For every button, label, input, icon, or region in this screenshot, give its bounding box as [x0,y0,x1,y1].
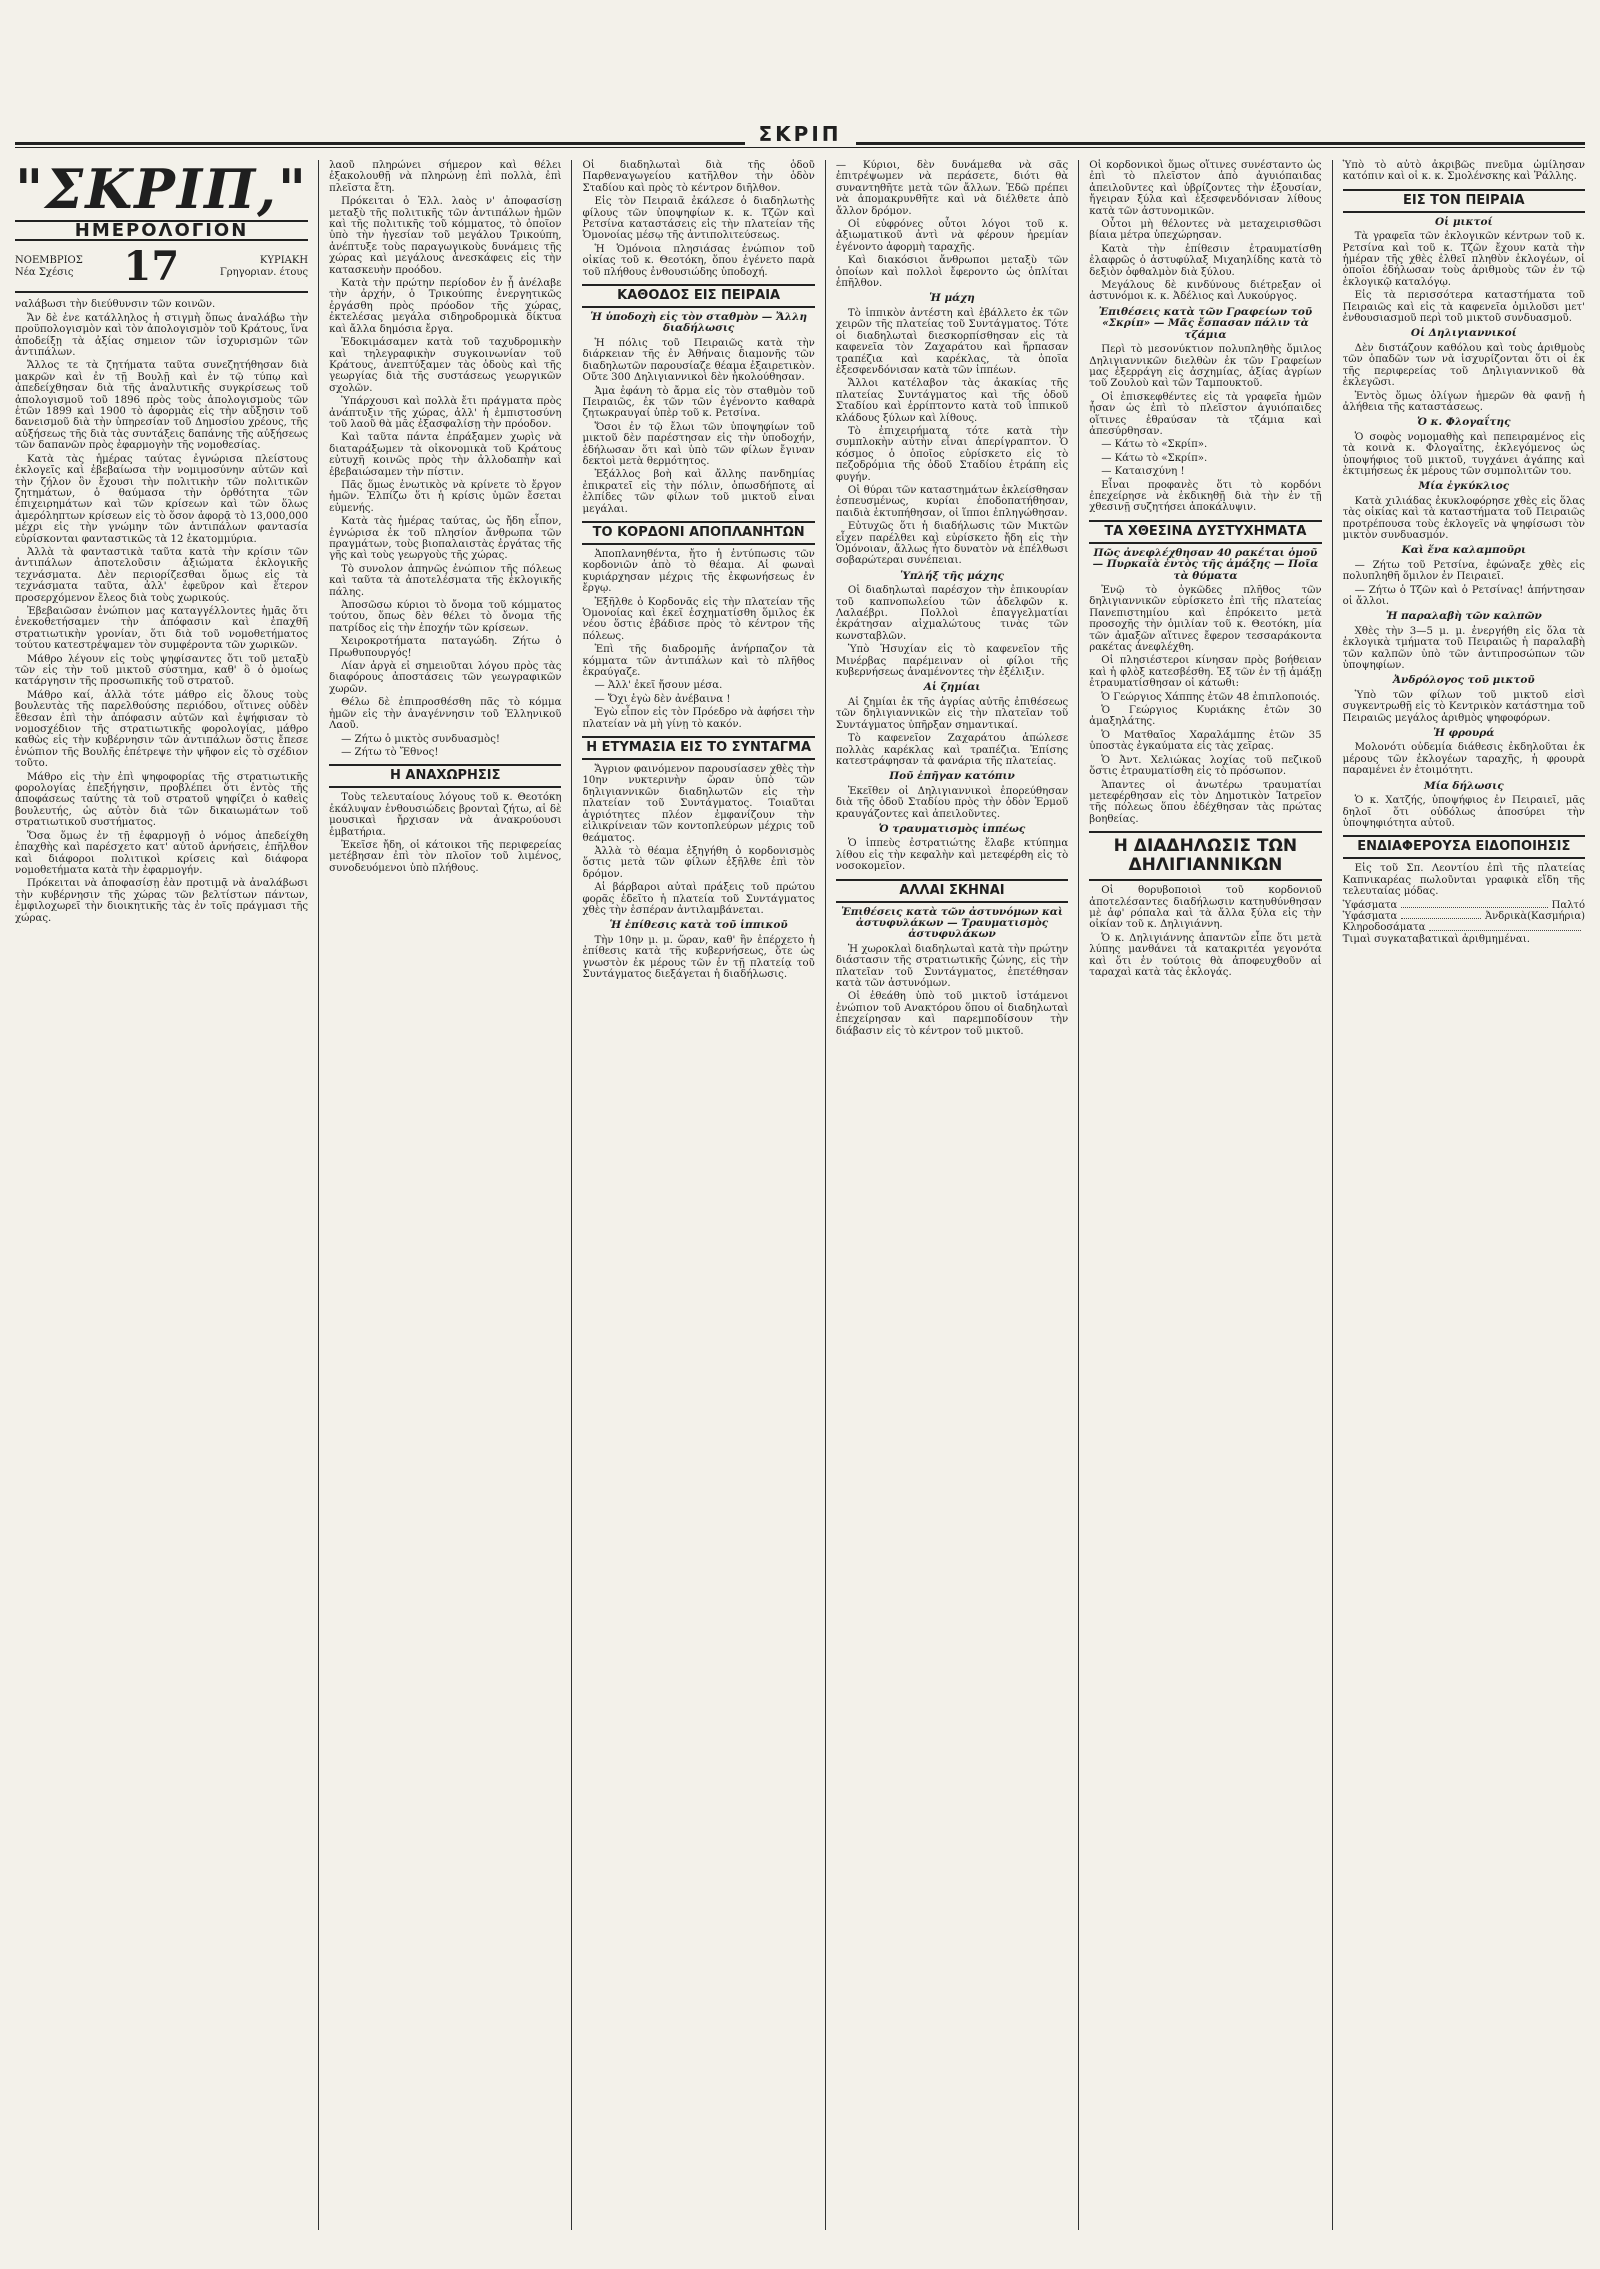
column-1-body [15,299,308,924]
article-paragraph: Οὗτοι μὴ θέλοντες νὰ μεταχειρισθῶσι βίαια μέτρα ὑπεχώρησαν. [1089,219,1322,242]
article-paragraph: Ἀλλὰ τὸ θέαμα ἐξηγήθη ὁ κορδονισμὸς ὅστις μετὰ τῶν φίλων ἐξῆλθε ἐπὶ τὸν δρόμον. [582,845,815,880]
column-5 [1078,160,1331,2230]
headline-allai-skinai: ΑΛΛΑΙ ΣΚΗΝΑΙ [836,879,1068,903]
article-paragraph: Ὑπὸ Ἡσυχίαν εἰς τὸ καφενεῖον τῆς Μινέρβας παρέμειναν οἱ φίλοι τῆς κυβερνήσεως ἀναμένοντες τὴν ἐξέλιξιν. [835,644,1069,679]
subhead-dili: Οἱ Δηλιγιαννικοί [1410,327,1517,340]
article-paragraph: Τὴν 10ην μ. μ. ὥραν, καθ' ἣν ἐπέρχετο ἡ ἐπίθεσις κατὰ τῆς κυβερνήσεως, ὅτε ὡς γνωστὸν ἐκ μέρους τῶν ἐν τῇ πλατείᾳ τοῦ Συντάγματος διεξάγεται ἡ διαδήλωσις. [582,934,815,980]
article-paragraph: — Ζήτω ὁ μικτὸς συνδυασμὸς! [341,733,500,745]
subhead-egklyklios: Μία ἐγκύκλιος [1418,480,1510,493]
article-paragraph: Ἀποσῶσω κύριοι τὸ ὄνομα τοῦ κόμματος τούτου, ὅπως δὲν θέλει τὸ ὄνομα τῆς πατρίδος εἰς τὴν ἐποχήν τῶν κρίσεων. [329,600,562,634]
column-2 [318,160,571,2230]
subhead-machi: Ἡ μάχη [929,292,975,305]
article-paragraph: Μάθρο καί, ἀλλὰ τότε μάθρο εἰς ὅλους τοὺς βουλευτὰς τῆς παρελθούσης περιόδου, οἵτινες οὐδὲν ἔθεσαν ἐπὶ τὴν ἀπόφασιν αὐτῶν καὶ ἐψήφισαν τὸ νομοσχέδιον τῆς στρατιωτικῆς φορολογίας, μάθρο καθὼς εἰς τὴν κυβέρνησιν τῶν ἀντιπάλων ὅστις ἔπεσε ἐνώπιον τῆς Βουλῆς ἐπέτρεψε τὴν ψῆφον εἰς τὸ σχέδιον τοῦτο. [15,689,309,770]
article-paragraph: — Ζήτω τὸ Ἔθνος! [341,746,439,758]
column-1 [15,157,318,2230]
article-paragraph: Κατὰ τὴν πρώτην περίοδον ἐν ᾗ ἀνέλαβε τὴν ἀρχήν, ὁ Τρικούπης ἐνεργητικῶς ἐργάσθη πρὸς πρόοδον τῆς χώρας, ἐκτελέσας μεγάλα σιδηροδρομικὰ δίκτυα καὶ ἄλλα δημόσια ἔργα. [329,278,562,335]
column-3 [571,160,824,2230]
article-paragraph: — Ζήτω ὁ Τζῶν καὶ ὁ Ρετσίνας! ἀπήντησαν οἱ ἄλλοι. [1342,584,1585,607]
subhead-pou: Ποῦ ἐπῆγαν κατόπιν [889,770,1015,783]
article-paragraph: Ἡ πόλις τοῦ Πειραιῶς κατὰ τὴν διάρκειαν τῆς ἐν Ἀθήναις διαμονῆς τῶν διαδηλωτῶν παρουσίαζε θέαμα ἐξαιρετικὸν. Οὔτε 300 Δηλιγιαννικοὶ δὲν ἠκολούθησαν. [582,337,815,384]
article-paragraph: Εἰς τοῦ Σπ. Λεοντίου ἐπὶ τῆς πλατείας Καπνικαρέας πωλοῦνται γραφικὰ εἴδη τῆς τελευταίας μόδας. [1342,863,1585,898]
ad-list-label: Κληροδοσάματα [1342,922,1426,934]
article-paragraph: — Κάτω τὸ «Σκρίπ». [1101,452,1208,464]
running-title: ΣΚΡΙΠ [745,122,856,146]
article-paragraph: Ἐπὶ τῆς διαδρομῆς ἀνήρπαζον τὰ κόμματα τῶν ἀντιπάλων καὶ τὸ πλῆθος ἐκραύγαζε. [582,644,815,679]
article-paragraph: Ἐνῷ τὸ ὀγκῶδες πλῆθος τῶν δηλιγιαννικῶν εὑρίσκετο ἐπὶ τῆς πλατείας Πανεπιστημίου καὶ ἐπρόκειτο μετὰ προσοχῆς τὴν ὁμιλίαν τοῦ κ. Θεοτόκη, μία τῶν ἀμαξῶν αἵτινες ἔφερον τεσσαράκοντα ρακέτας ἀνεφλέχθη. [1089,585,1322,654]
article-paragraph: Μεγάλους δὲ κινδύνους διέτρεξαν οἱ ἀστυνόμοι κ. κ. Ἀδέλιος καὶ Λυκούργος. [1089,280,1322,303]
article-paragraph: ναλάβωσι τὴν διεύθυνσιν τῶν κοινῶν. [15,299,216,311]
article-paragraph: Ἐντὸς ὅμως ὀλίγων ἡμερῶν θὰ φανῇ ἡ ἀλήθεια τῆς καταστάσεως. [1342,390,1585,413]
article-paragraph: Δὲν διστάζουν καθόλου καὶ τοὺς ἀριθμοὺς τῶν ὁπαδῶν των νὰ ἰσχυρίζονται ὅτι οἱ ἐκ τῆς περιφερείας τοῦ Δηλιγιαννικοῦ θὰ ἐκλεγῶσι. [1342,342,1585,389]
article-paragraph: Ὁ Ματθαῖος Χαραλάμπης ἐτῶν 35 ὑποστὰς ἐγκαύματα εἰς τὰς χεῖρας. [1089,729,1322,753]
subhead-paralavi: Ἡ παραλαβὴ τῶν καλπῶν [1385,610,1542,623]
headline-kordoni: ΤΟ ΚΟΡΔΟΝΙ ΑΠΟΠΛΑΝΗΤΩΝ [582,521,814,545]
article-paragraph: Χειροκροτήματα παταγώδη. Ζήτω ὁ Πρωθυπουργός! [329,636,562,659]
article-paragraph: Οἱ πλησιέστεροι κίνησαν πρὸς βοήθειαν καὶ ἡ φλὸξ κατεσβέσθη. Ἐξ τῶν ἐν τῇ ἀμάξῃ ἐτραυματίσθησαν οἱ κάτωθι: [1089,655,1322,690]
subhead-frroura: Ἡ φρουρά [1433,727,1495,740]
article-paragraph: Κατὰ χιλιάδας ἐκυκλοφόρησε χθὲς εἰς ὅλας τὰς οἰκίας καὶ τὰ καταστήματα τοῦ Πειραιῶς προτρέπουσα τοὺς ἐκλογεῖς νὰ ψηφίσωσι τὸν μικτὸν συνδυασμόν. [1342,495,1585,541]
article-paragraph: Κατὰ τὴν ἐπίθεσιν ἐτραυματίσθη ἐλαφρῶς ὁ ἀστυφύλαξ Μιχαηλίδης κατὰ τὸ δεξιὸν ὀφθαλμὸν διὰ ξύλου. [1089,243,1322,278]
article-paragraph: Ἐβεβαιῶσαν ἐνώπιον μας καταγγέλλοντες ἡμᾶς ὅτι ἐνεκοθετήσαμεν τὴν ἀπόφασιν καὶ ἐπαχθῆ στρατιωτικὴν γρονίαν, ὅτι διὰ τοῦ νομοθετήματος τούτου κατεστρέψαμεν τὸν συμφέροντα τῶν χωρικῶν. [15,605,309,652]
article-paragraph: Μολονότι οὐδεμία διάθεσις ἐκδηλοῦται ἐκ μέρους τῶν ἐκλογέων ταραχῆς, ἡ φρουρὰ παραμένει ἐν ἐτοιμότητι. [1342,742,1585,777]
dateline [15,243,308,293]
article-paragraph: Ὁ Γεώργιος Κυριάκης ἐτῶν 30 ἀμαξηλάτης. [1089,705,1322,728]
dateline-style-old: Γρηγοριαν. έτους [219,267,309,279]
article-paragraph: Ἐγὼ εἶπον εἰς τὸν Πρόεδρο νὰ ἀφήσει τὴν πλατείαν νὰ μὴ γίνῃ τὸ κακόν. [582,707,815,730]
article-paragraph: Αἱ ζημίαι ἐκ τῆς ἀγρίας αὐτῆς ἐπιθέσεως τῶν δηλιγιαννικῶν εἰς τὴν πλατεῖαν τοῦ Συντάγματος ὑπῆρξαν σημαντικαί. [835,696,1069,731]
article-paragraph: Θέλω δὲ ἐπιπροσθέσθη πᾶς τὸ κόμμα ἡμῶν εἰς τὴν ἀναγέννησιν τοῦ Ἑλληνικοῦ Λαοῦ. [329,697,562,732]
subhead-grafeia: Ἐπιθέσεις κατὰ τῶν Γραφείων τοῦ «Σκρίπ» — Μᾶς ἔσπασαν πάλιν τὰ τζάμια [1098,305,1313,341]
article-paragraph: Τὸ καφενεῖον Ζαχαράτου ἀπώλεσε πολλὰς καρέκλας καὶ τραπέζια. Ἐπίσης κατεστράφησαν τὰ φανάρια τῆς πλατείας. [835,733,1069,767]
article-paragraph: Οἱ θορυβοποιοὶ τοῦ κορδονιοῦ ἀποτελέσαντες διαδήλωσιν κατηυθύνθησαν μὲ ἀφ' ρόπαλα καὶ τὰ ἄλλα ξύλα εἰς τὴν οἰκίαν τοῦ κ. Δηλιγιάννη. [1089,885,1322,931]
article-paragraph: Μάθρο εἰς τὴν ἐπὶ ψηφοφορίας τῆς στρατιωτικῆς φορολογίας ἐπεξήγησιν, προβλέπει ὅτι ἐντὸς τῆς ἀποφάσεως ταύτης τὰ τοῦ στρατοῦ ψηφίζει ὁ καθεὶς βουλευτής, ὡς αὐτὸν διὰ τῶν δικαιωμάτων τοῦ στρατιωτικοῦ συστήματος. [15,771,309,829]
masthead-rule-thin [15,147,1585,148]
nameplate [15,157,309,293]
article-paragraph: Οἱ ἐθεάθη ὑπὸ τοῦ μικτοῦ ἱστάμενοι ἐνώπιον τοῦ Ανακτόρου ὅπου οἱ διαδηλωταὶ ἐπεχείρησαν καὶ παρεμποδίσουν τὴν διάβασιν εἰς τὸ κέντρον τοῦ μικτοῦ. [835,991,1069,1037]
headline-peiraia: ΕΙΣ ΤΟΝ ΠΕΙΡΑΙΑ [1343,189,1585,213]
subhead-pathontes: Ὑπλήξ τῆς μάχης [900,569,1004,582]
article-paragraph: Οἱ εὐφρόνες οὗτοι λόγοι τοῦ κ. ἀξιωματικοῦ ἀντὶ νὰ φέρουν ἠρεμίαν ἐγένοντο ἀφορμὴ ταραχῆς. [835,219,1069,253]
ad-list-dots [1401,900,1547,908]
newspaper-title: "ΣΚΡΙΠ," [15,157,309,221]
article-paragraph: Μάθρο λέγουν εἰς τοὺς ψηφίσαντες ὅτι τοῦ μεταξὺ τῶν εἰς τὴν τοῦ μικτοῦ σύστημα, καθ' ὃ ὁ ὁμοίως κατάργησιν τῆς προσωπικῆς τοῦ στρατοῦ. [15,653,309,688]
article-paragraph: Κατὰ τὰς ἡμέρας ταύτας, ὡς ἤδη εἶπον, ἐγνώρισα ἐκ τοῦ πλησίον ἄνθρωπα τῶν πραγμάτων, τοὺς βιοπαλαιστὰς ἐργάτας τῆς γῆς καὶ τοὺς γεωργοὺς τῆς χώρας. [329,516,562,562]
article-paragraph: Ἐκεῖσε ἤδη, οἱ κάτοικοι τῆς περιφερείας μετέβησαν ἐπὶ τὸν πλοῖον τοῦ λιμένος, συνοδευόμενοι ὑπὸ πλήθους. [329,839,562,874]
subhead-zimiai: Αἱ ζημίαι [923,681,981,694]
subhead-choseina: Πῶς ἀνεφλέχθησαν 40 ρακέται ὁμοῦ — Πυρκαϊὰ ἐντὸς τῆς ἀμάξης — Ποῖα τὰ θύματα [1092,546,1319,582]
article-paragraph: Οἱ ἐπισκεφθέντες εἰς τὰ γραφεῖα ἡμῶν ἦσαν ὡς ἐπὶ τὸ πλεῖστον ἀγυιόπαιδες οἵτινες ἐθραύσαν τὰ τζάμια καὶ ἀπεσύρθησαν. [1089,391,1322,437]
subhead-kathodos: Ἡ ὑποδοχὴ εἰς τὸν σταθμὸν — Ἄλλη διαδήλωσις [590,311,807,335]
subhead-allai: Ἐπιθέσεις κατὰ τῶν ἀστυνόμων καὶ ἀστυφυλάκων — Τραυματισμὸς ἀστυφυλάκων [841,905,1063,941]
newspaper-subtitle: ΗΜΕΡΟΛΟΓΙΟΝ [15,220,308,241]
subhead-epithesi: Ἡ ἐπίθεσις κατὰ τοῦ ἱππικοῦ [609,919,788,932]
article-paragraph: Ὅσα ὅμως ἐν τῇ ἐφαρμογῇ ὁ νόμος ἀπεδείχθη ἐπαχθὴς καὶ παρέσχετο κατ' αὐτοῦ ἀρνήσεις, ἐπῆλθον καὶ διάφοροι πολιτικοὶ κρίσεις καὶ διάφορα νομοθετήματα κατὰ τὴν ἐφαρμογήν. [15,830,309,876]
article-paragraph: — Ὄχι ἐγὼ δὲν ἀνέβαινα ! [594,693,731,705]
ad-list-dots [1429,922,1581,930]
ad-list-label: Ὑφάσματα [1342,899,1398,911]
ad-list-item [1343,922,1585,933]
article-paragraph: Οἱ κορδονικοὶ ὅμως οἵτινες συνέσταντο ὡς ἐπὶ τὸ πλεῖστον ἀπὸ ἀγυιόπαιδας ἀπειλοῦντες καὶ ὑβρίζοντες τὴν ἐξουσίαν, ἤγειραν ξύλα καὶ ἐξεσφενδόνισαν λίθους κατὰ τῶν ἀστυνομικῶν. [1089,160,1322,217]
article-paragraph: — Κάτω τὸ «Σκρίπ». [1101,439,1208,451]
newspaper-page [15,0,1585,2240]
ad-list-label: Ὑφάσματα [1342,910,1398,922]
masthead [15,102,1585,150]
article-paragraph: Ὑπὸ τῶν φίλων τοῦ μικτοῦ εἰσὶ συγκεντρωθῇ εἰς τὸ Κεντρικὸν κατάστημα τοῦ Πειραιῶς μεγάλος ἀριθμὸς ψηφοφόρων. [1342,689,1585,724]
article-paragraph: Ὁ Ἀντ. Χελιώκας λοχίας τοῦ πεζικοῦ ὅστις ἐτραυματίσθη εἰς τὸ πρόσωπον. [1089,754,1322,778]
article-paragraph: Ὑπὸ τὸ αὐτὸ ἀκριβῶς πνεῦμα ὡμίλησαν κατόπιν καὶ οἱ κ. κ. Σμολένσκης καὶ Ῥάλλης. [1342,160,1585,183]
ad-list-value: Ἀνδρικὰ(Κασμήρια) [1484,910,1585,922]
article-paragraph: Ἐξῆλθε ὁ Κορδονᾶς εἰς τὴν πλατείαν τῆς Ὁμονοίας καὶ ἐκεῖ ἐσχηματίσθη ὅμιλος ἐκ νέου ὅστις ἐβάδισε πρὸς τὸ κέντρον τῆς πόλεως. [582,596,815,642]
ad-list-item [1343,900,1585,911]
article-paragraph: Ἄν δὲ ἐνε κατάλληλος ἡ στιγμὴ ὅπως ἀναλάβω τὴν προϋπολογισμὸν καὶ τὸν ἀπολογισμὸν τοῦ Κράτους, ἵνα ἀποδείξῃ τὰ ἀξίας σημειον τῶν ἰσχυρισμῶν τῶν ἀντιπάλων. [15,312,309,359]
dateline-day: 17 [123,243,180,291]
headline-kathodos: ΚΑΘΟΔΟΣ ΕΙΣ ΠΕΙΡΑΙΑ [582,284,814,308]
ad-list-value: Παλτό [1551,899,1585,911]
article-paragraph: Ὑπάρχουσι καὶ πολλὰ ἔτι πράγματα πρὸς ἀνάπτυξιν τῆς χώρας, ἀλλ' ἡ ἐμπιστοσύνη τοῦ λαοῦ θὰ μᾶς ἐξασφαλίσῃ τὴν πρόοδον. [329,396,562,430]
ad-list-item [1343,911,1585,922]
article-paragraph: Τὸ ἐπιχειρήματα τότε κατὰ τὴν συμπλοκὴν αὐτὴν εἶναι ἀπερίγραπτον. Ὁ κόσμος ὁ ὁποῖος εὑρίσκετο εἰς τὸ πεζοδρόμια τῆς ὁδοῦ Σταδίου ἐτράπη εἰς φυγήν. [835,425,1069,483]
article-paragraph: Λίαν ἀργὰ εἰ σημειοῦται λόγου πρὸς τὰς διαφόρους ἀποστάσεις τῶν γεωγραφικῶν χωρῶν. [329,661,562,695]
dateline-weekday: ΚΥΡΙΑΚΗ [259,255,309,267]
article-paragraph: Ὁ κ. Δηλιγιάννης ἀπαντῶν εἶπε ὅτι μετὰ λύπης μανθάνει τὰ κατακριτέα γεγονότα καὶ ὅτι ἐν τούτοις θὰ ἀποφευχθοῦν αἱ ταραχαὶ κατὰ τὰς ἐκλογάς. [1089,932,1322,978]
article-paragraph: Ἡ χωροκλαὶ διαδηλωταὶ κατὰ τὴν πρώτην διάστασιν τῆς στρατιωτικῆς ζώνης, εἰς τὴν πλατεῖαν τοῦ Συντάγματος, ἐπετέθησαν κατὰ τῶν ἀστυνόμων. [835,943,1069,989]
article-paragraph: Πρόκειται νὰ ἀποφασίσῃ ἐὰν προτιμᾷ νὰ ἀναλάβωσι τὴν κυβέρνησιν τῆς χώρας τῶν βελτίστων πάντων, ἐμφιλοχωρεῖ τὴν διοικητικῆς τὰς ἐν τοῖς πράγμασι τῆς χώρας. [15,878,309,924]
article-paragraph: Τὰ γραφεῖα τῶν ἐκλογικῶν κέντρων τοῦ κ. Ρετσίνα καὶ τοῦ κ. Τζῶν ἔχουν κατὰ τὴν ἡμέραν τῆς χθὲς ἐλθεῖ πληθὺν ἐκλογέων, οἱ ὁποῖοι ἐδήλωσαν τοὺς ἀριθμοὺς τῶν ἐν τῷ ἐκλογικῷ καταλόγῳ. [1342,231,1585,288]
article-paragraph: Οἱ διαδηλωταὶ διὰ τῆς ὁδοῦ Παρθεναγωγείου κατῆλθον τὴν ὁδὸν Σταδίου καὶ πρὸς τὸ κέντρον διῆλθον. [582,160,815,194]
article-paragraph: Ἐκεῖθεν οἱ Δηλιγιαννικοὶ ἐπορεύθησαν διὰ τῆς ὁδοῦ Σταδίου πρὸς τὴν ὁδὸν Ἑρμοῦ κραυγάζοντες καὶ ἀπειλοῦντες. [835,785,1069,820]
article-paragraph: Ὁ Γεώργιος Χάππης ἐτῶν 48 ἐπιπλοποιός. [1101,691,1320,703]
subhead-andrologos: Ἀνδρόλογος τοῦ μικτοῦ [1392,674,1535,687]
article-paragraph: — Καταισχύνη ! [1101,466,1185,478]
article-paragraph: — Ἀλλ' ἐκεῖ ἤσουν μέσα. [594,680,723,692]
article-paragraph: Οἱ διαδηλωταὶ παρέσχον τὴν ἐπικουρίαν τοῦ καπνοπωλείου τῶν ἀδελφῶν κ. Λαλαέβρι. Πολλοὶ ἐπαγγελματίαι ἐκράτησαν αἰχμαλώτους τινὰς τῶν κωνσταβλῶν. [835,585,1069,642]
subhead-traumatismos: Ὁ τραυματισμὸς ἱππέως [878,822,1026,835]
article-paragraph: Ἀμα ἐφάνη τὸ ἄρμα εἰς τὸν σταθμὸν τοῦ Πειραιῶς, ἐκ τῶν τῶν ἐγένοντο καθαρὰ ζητωκραυγαί ὑπὲρ τοῦ κ. Ρετσίνα. [582,385,815,420]
article-paragraph: Ὁ ἱππεὺς ἐστρατιώτης ἔλαβε κτύπημα λίθου εἰς τὴν κεφαλὴν καὶ μετεφέρθη εἰς τὸ νοσοκομεῖον. [835,838,1069,873]
article-paragraph: Ὁ σοφὸς νομομαθὴς καὶ πεπειραμένος εἰς τὰ κοινὰ κ. Φλογαΐτης, ἐκλεγόμενος ὡς ὑποψήφιος τοῦ μικτοῦ, τυγχάνει ἀγάπης καὶ ἐκτιμήσεως ἐκ μέρους τῶν συμπολιτῶν του. [1342,431,1585,477]
article-paragraph: Καὶ ταῦτα πάντα ἐπράξαμεν χωρὶς νὰ διαταράξωμεν τὰ οἰκονομικὰ τοῦ Κράτους εὐτυχῆ κοινῶς πρὸς τὴν ἀλλοδαπὴν καὶ ἐβεβαιώσαμεν τὴν πίστιν. [329,432,562,478]
article-paragraph: Κατὰ τὰς ἡμέρας ταύτας ἐγνώρισα πλείστους ἐκλογεῖς καὶ ἐβεβαίωσα τὴν νομιμοσύνην αὐτῶν καὶ τὴν ζήλον ὃν ἔχουσι τὴν πολιτικὴν τῶν πολιτικῶν ζητημάτων, ὁ θαύμασα τὴν ὀρθότητα τῶν ἐπιχειρημάτων καὶ τῶν κρίσεων καὶ τῶν ὅλως ἀμερόληπτων κρίσεων εἰς τὸ ὅσον ἀφορᾷ τὸ 13,000,000 μέχρι εἰς τὴν γνώμην τῶν ἀντιπάλων φαντασία εὑρίσκονται φανταστικῶς τὰ 12 ἑκατομμύρια. [15,453,309,545]
subhead-kalampouri: Καὶ ἕνα καλαμποῦρι [1401,544,1527,557]
article-paragraph: Τὸ συνολον ἀπηνῶς ἐνώπιον τῆς πόλεως καὶ ταῦτα τὰ ἀποτελέσματα τῆς ἐκλογικῆς πάλης. [329,563,562,598]
article-paragraph: Εἰς τὰ περισσότερα καταστήματα τοῦ Πειραιῶς καὶ εἰς τὰ καφενεῖα ὁμιλοῦσι μετ' ἐνθουσιασμοῦ περὶ τοῦ μικτοῦ συνδυασμοῦ. [1342,290,1585,325]
headline-eidopoiisis: ΕΝΔΙΑΦΕΡΟΥΣΑ ΕΙΔΟΠΟΙΗΣΙΣ [1343,835,1585,859]
columns [15,157,1585,2230]
article-paragraph: Ἀποπλανηθέντα, ἤτο ἡ ἐντύπωσις τῶν κορδονιῶν ἀπὸ τὸ θέαμα. Αἱ φωναὶ κυριάρχησαν μέχρις τῆς ἐκφωνήσεως ἐν ἔργῳ. [582,548,815,595]
article-paragraph: Ὅσοι ἐν τῷ ἔλωι τῶν ὑποψηφίων τοῦ μικτοῦ δὲν παρέστησαν εἰς τὴν ὑποδοχήν, ἐδήλωσαν ὅτι καὶ ὑπὸ τῶν φίλων ἔγιναν δεκτοὶ μετὰ θερμότητος. [582,421,815,467]
headline-choseina: ΤΑ ΧΘΕΣΙΝΑ ΔΥΣΤΥΧΗΜΑΤΑ [1089,520,1321,544]
article-paragraph: — Κύριοι, δὲν δυνάμεθα νὰ σᾶς ἐπιτρέψωμεν νὰ περάσετε, διότι θὰ συναντηθῆτε μετὰ τῶν ἄλλων. Ἐδῶ πρέπει νὰ ἀπομακρυνθῆτε καὶ νὰ διέλθετε ἀπὸ ἄλλον δρόμον. [835,160,1069,217]
article-paragraph: Ἄλλοι κατέλαβον τὰς ἀκακίας τῆς πλατείας Συντάγματος καὶ τῆς ὁδοῦ Σταδίου καὶ ἐρρίπτοντο κατὰ τοῦ ἱππικοῦ κλάδους ξύλων καὶ λίθους. [835,378,1069,424]
article-paragraph: λαοῦ πληρώνει σήμερον καὶ θέλει ἐξακολουθῇ νὰ πληρώνῃ ἐπὶ πολλὰ, ἐπὶ πλεῖστα ἔτη. [329,160,562,194]
article-paragraph: Πρόκειται ὁ Ἑλλ. λαὸς ν' ἀποφασίσῃ μεταξὺ τῆς πολιτικῆς τῶν ἀντιπάλων ἡμῶν καὶ τῆς πολιτικῆς τοῦ κόμματος, τὸ ὁποῖον ὑπὸ τὴν ἡγεσίαν τοῦ μεγάλου Τρικούπη, ἀνέπτυξε τοὺς παραγωγικοὺς δυνάμεις τῆς χώρας καὶ μεγάλους ἀνεσκάφεις εἰς τὴν κατασκευὴν προόδου. [329,196,562,276]
article-paragraph: Αἱ βάρβαροι αὐταὶ πράξεις τοῦ πρώτου φορᾶς ἐδεῖτο ἡ πλατεία τοῦ Συντάγματος χθὲς τὴν ἑσπέραν ἀντιλαμβάνεται. [582,882,815,916]
article-paragraph: Τοὺς τελευταίους λόγους τοῦ κ. Θεοτόκη ἐκάλυψαν ἐνθουσιώδεις βρονταὶ ζήτω, αἱ δὲ μουσικαὶ ἤρχισαν νὰ ἀνακρούουσι ἐμβατήρια. [329,792,562,838]
dateline-style-new: Νέα Σχέσις [15,267,74,279]
article-paragraph: Εὐτυχῶς ὅτι ἡ διαδήλωσις τῶν Μικτῶν εἶχεν παρέλθει καὶ εὑρίσκετο ἤδη εἰς τὴν Ὁμόνοιαν, ἄλλως ἦτο δυνατὸν νὰ ἐπέλθωσι σοβαρώτεραι συνέπειαι. [835,521,1069,567]
article-paragraph: Οἱ θύραι τῶν καταστημάτων ἐκλείσθησαν ἐσπευσμένως, κυρίαι ἐποδοπατήθησαν, παιδιὰ ἐκτυπήθησαν, οἱ ἵπποι ἐπληγώθησαν. [835,484,1069,519]
headline-anachoresis: Η ΑΝΑΧΩΡΗΣΙΣ [329,764,561,788]
article-paragraph: Εἶναι προφανὲς ὅτι τὸ κορδόνι ἐπεχείρησε νὰ ἐκδικηθῇ διὰ τὴν ἐν τῇ χθεσινῇ συζητήσει ἀποκάλυψιν. [1089,479,1322,514]
dateline-month: ΝΟΕΜΒΡΙΟΣ [15,255,83,267]
article-paragraph: Ἐξάλλος βοὴ καὶ ἄλλης πανδημίας ἐπικρατεῖ εἰς τὴν πόλιν, ὁπωσδήποτε αἱ ἐλπίδες τῶν φίλων τοῦ μικτοῦ εἶναι μεγάλαι. [582,469,815,515]
ad-list-dots [1401,911,1481,919]
article-paragraph: Πᾶς ὅμως ἐνωτικὸς νὰ κρίνετε τὸ ἔργον ἡμῶν. Ἐλπίζω ὅτι ἡ κρίσις ὑμῶν ἔσεται εὐμενής. [329,479,562,514]
article-paragraph: Χθὲς τὴν 3—5 μ. μ. ἐνεργήθη εἰς ὅλα τὰ ἐκλογικὰ τμήματα τοῦ Πειραιῶς ἡ παραλαβὴ τῶν καλπῶν ὑπὸ τῶν ἀντιπροσώπων τῶν ὑποψηφίων. [1342,625,1585,672]
article-paragraph: — Ζήτω τοῦ Ρετσίνα, ἐφώναξε χθὲς εἰς πολυπληθῆ ὅμιλον ἐν Πειραιεῖ. [1342,559,1585,583]
article-paragraph: Ἄλλος τε τὰ ζητήματα ταῦτα συνεζητήθησαν διὰ μακρῶν καὶ ἐν τῇ Βουλῇ καὶ ἐν τῷ τύπῳ καὶ ἀπεδείχθησαν διὰ τῆς ἀναλυτικῆς συγκρίσεως τοῦ ἀπολογισμοῦ τοῦ 1896 πρὸς τοὺς ἀπολογισμοὺς τῶν ἐτῶν 1899 καὶ 1900 τὸ ἀφορμὰς εἰς τὴν αὔξησιν τοῦ δανεισμοῦ διὰ τὴν ὑπηρεσίαν τοῦ Δημοσίου χρέους, τῆς αὐξήσεως τῆς διὰ τὰς συντάξεις δαπάνης τῆς αὐξήσεως τῶν δαπανῶν πρὸς ἐφαρμογὴν τῆς νομοθεσίας. [15,360,309,452]
article-paragraph: Καὶ διακόσιοι ἄνθρωποι μεταξὺ τῶν ὁποίων καὶ πολλοὶ ἔφεροντο ὡς ὁπλίται ἐπῆλθον. [835,255,1069,290]
article-paragraph: Ἀλλὰ τὰ φανταστικὰ ταῦτα κατὰ τὴν κρίσιν τῶν ἀντιπάλων ἀποτελοῦσιν ἀξιώματα ἐκλογικῆς τεχνάσματα. Δὲν περιορίζεσθαι ὅμως εἰς τὰ τεχνάσματα ταῦτα, ἀλλ' ἐφεῦρον καὶ ἕτερον προσερχόμενον ἔλεος διὰ τοὺς χωρικούς. [15,546,309,604]
article-paragraph: Εἰς τὸν Πειραιᾶ ἐκάλεσε ὁ διαδηλωτὴς φίλους τῶν ὑποψηφίων κ. κ. Τζῶν καὶ Ρετσίνα καταστάσεις εἰς τὴν πλατείαν τῆς Ὁμονοίας μέσῳ τῆς ἀντιπολιτεύσεως. [582,196,815,242]
subhead-dilosis: Μία δήλωσις [1423,779,1504,792]
ad-footer-line: Τιμαὶ συγκαταβατικαὶ ἀριθμημέναι. [1342,933,1530,945]
headline-syntagma: Η ΕΤΥΜΑΣΙΑ ΕΙΣ ΤΟ ΣΥΝΤΑΓΜΑ [582,736,814,760]
article-paragraph: Τὸ ἱππικὸν ἀντέστη καὶ ἐβάλλετο ἐκ τῶν χειρῶν τῆς πλατείας τοῦ Συντάγματος. Τότε οἱ διαδηλωταὶ διεσκορπίσθησαν εἰς τὰ καφενεῖα τὸν Ζαχαράτου καὶ ἤρπασαν τραπέζια καὶ καρέκλας, τὰ ὁποῖα ἐξεσφενδόνισαν κατὰ τῶν ἱππέων. [835,307,1069,376]
column-4 [825,160,1078,2230]
subhead-flogaitis: Ὁ κ. Φλογαΐτης [1417,416,1511,429]
subhead-mikti: Οἱ μικτοί [1434,215,1493,228]
article-paragraph: Ὁ κ. Χατζής, ὑποψήφιος ἐν Πειραιεῖ, μᾶς δηλοῖ ὅτι οὐδόλως ἀποσύρει τὴν ὑποψηφιότητα αὐτοῦ. [1342,795,1585,829]
article-paragraph: Ἡ Ὁμόνοια πλησιάσας ἐνώπιον τοῦ οἰκίας τοῦ κ. Θεοτόκη, ὅπου ἐγένετο παρὰ τοῦ πλήθους ἐνθουσιώδης ὑποδοχή. [582,243,815,278]
article-paragraph: Περὶ τὸ μεσονύκτιον πολυπληθὴς ὅμιλος Δηλιγιαννικῶν διελθὼν ἐκ τῶν Γραφείων μας ἐξερράγη εἰς ἀσχημίας, ἀξίας ἀγρίων τοῦ Ζουλοὺ καὶ τῶν Ταμπουκτοῦ. [1089,344,1322,390]
column-6 [1332,160,1585,2230]
article-paragraph: Ἄγριον φαινόμενον παρουσίασεν χθὲς τὴν 10ην νυκτερινὴν ὥραν ὑπὸ τῶν δηλιγιαννικῶν διαδηλωτῶν εἰς τὴν πλατείαν τοῦ Συντάγματος. Τοιαῦται ἀγριότητες πλέον ἐμφανίζουν τὴν εἰλικρίνειαν τῶν κοντοπλεύρων μέχρις τοῦ θεάματος. [582,764,815,844]
article-paragraph: Ἁπαντες οἱ ἀνωτέρω τραυματίαι μετεφέρθησαν εἰς τὸν Δημοτικὸν Ἰατρεῖον τῆς πόλεως ὅπου ἐδέχθησαν τὰς πρώτας βοηθείας. [1089,779,1322,825]
headline-diadiloseis: Η ΔΙΑΔΗΛΩΣΙΣ ΤΩΝ ΔΗΛΙΓΙΑΝΝΙΚΩΝ [1089,831,1321,881]
article-paragraph: Ἐδοκιμάσαμεν κατὰ τοῦ ταχυδρομικὴν καὶ τηλεγραφικὴν συγκοινωνίαν τοῦ Κράτους, ἀνεπτύξαμεν τὰς ὁδοὺς καὶ τῆς γεωργίας διὰ τῆς συστάσεως γεωργικῶν σχολῶν. [329,337,562,394]
